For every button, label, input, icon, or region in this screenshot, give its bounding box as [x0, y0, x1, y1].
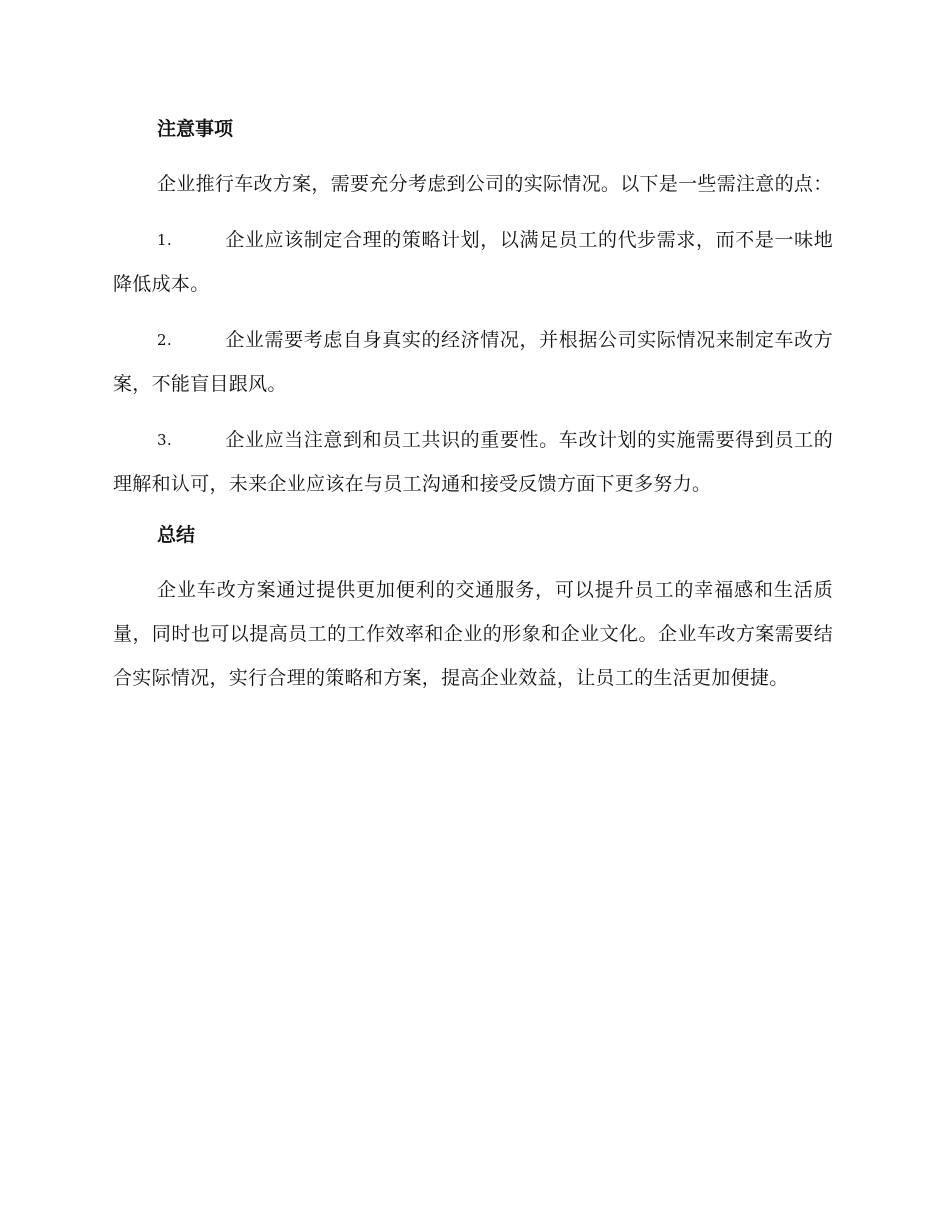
list-item-text: 企业需要考虑自身真实的经济情况，并根据公司实际情况来制定车改方案，不能盲目跟风。 — [113, 329, 833, 395]
notes-intro-paragraph: 企业推行车改方案，需要充分考虑到公司的实际情况。以下是一些需注意的点： — [157, 173, 833, 195]
list-item-number: 3. — [157, 431, 172, 449]
notes-list-item — [113, 318, 833, 406]
list-item-text: 企业应当注意到和员工共识的重要性。车改计划的实施需要得到员工的理解和认可，未来企业应该在与员工沟通和接受反馈方面下更多努力。 — [113, 429, 833, 495]
notes-list-item — [113, 418, 833, 506]
list-item-number: 2. — [157, 331, 172, 349]
list-item-number: 1. — [157, 231, 172, 249]
document-content — [113, 112, 833, 712]
section-heading-notes: 注意事项 — [157, 118, 234, 140]
notes-list-item — [113, 218, 833, 306]
list-item-text: 企业应该制定合理的策略计划，以满足员工的代步需求，而不是一味地降低成本。 — [113, 229, 833, 295]
section-heading-summary: 总结 — [157, 524, 196, 546]
summary-paragraph: 企业车改方案通过提供更加便利的交通服务，可以提升员工的幸福感和生活质量，同时也可以提高员工的工作效率和企业的形象和企业文化。企业车改方案需要结合实际情况，实行合理的策略和方案，提高企业效益，让员工的生活更加便捷。 — [113, 579, 833, 689]
